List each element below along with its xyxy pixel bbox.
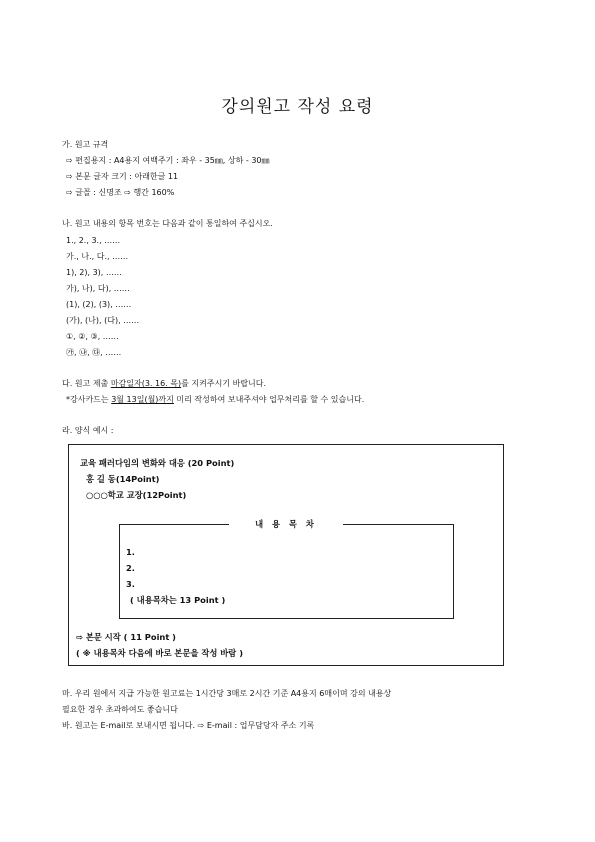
deadline-date: 마감일자(3. 16. 목) — [110, 379, 182, 388]
spec-font-size-line: ⇨ 본문 글자 크기 : 아래한글 11 — [66, 172, 179, 181]
numbering-example: (가), (나), (다), …… — [66, 316, 140, 325]
note-pre: *강사카드는 — [66, 395, 112, 404]
example-main-title: 교육 패러다임의 변화와 대응 (20 Point) — [80, 458, 235, 468]
note-date: 3월 13일(월)까지 — [111, 395, 174, 404]
note-post: 미리 작성하여 보내주셔야 업무처리를 할 수 있습니다. — [173, 395, 365, 404]
numbering-example: 1., 2., 3., …… — [66, 236, 121, 245]
toc-note: ( 내용목차는 13 Point ) — [130, 595, 226, 605]
deadline-pre: 다. 원고 제출 — [62, 379, 111, 388]
toc-item: 2. — [126, 563, 135, 573]
numbering-example: 가., 나., 다., …… — [66, 252, 129, 261]
section-ra-heading: 라. 양식 예시 : — [62, 426, 114, 435]
section-ba-line: 바. 원고는 E-mail로 보내시면 됩니다. ⇨ E-mail : 업무담당자 주소 기록 — [62, 721, 315, 730]
body-note-line: ( ※ 내용목차 다음에 바로 본문을 작성 바람 ) — [76, 648, 243, 658]
numbering-example: 가), 나), 다), …… — [66, 284, 130, 293]
toc-item: 3. — [126, 579, 135, 589]
page-title: 강의원고 작성 요령 — [221, 97, 374, 117]
spec-paper-line: ⇨ 편집용지 : A4용지 여백주기 : 좌우 - 35㎜, 상하 - 30㎜ — [66, 156, 270, 165]
section-da-heading — [62, 379, 266, 389]
numbering-example: ①, ②, ③, …… — [66, 332, 119, 341]
example-affiliation: ○○○학교 교장(12Point) — [86, 490, 187, 500]
section-ma-line2: 필요한 경우 초과하여도 좋습니다 — [62, 705, 178, 714]
numbering-example: (1), (2), (3), …… — [66, 300, 132, 309]
section-na-heading: 나. 원고 내용의 항목 번호는 다음과 같이 통일하여 주십시오. — [62, 219, 273, 228]
section-ga-heading: 가. 원고 규격 — [62, 140, 109, 149]
numbering-example: 1), 2), 3), …… — [66, 268, 122, 277]
body-start-line: ⇨ 본문 시작 ( 11 Point ) — [76, 632, 176, 642]
spec-font-line: ⇨ 글꼴 : 신명조 ⇨ 행간 160% — [66, 188, 175, 197]
toc-item: 1. — [126, 547, 135, 557]
instructor-card-note — [66, 395, 364, 405]
section-ma-line1: 마. 우리 원에서 지급 가능한 원고료는 1시간당 3매로 2시간 기준 A4용지 6매이며 강의 내용상 — [62, 689, 392, 698]
numbering-example: ㉮, ㉯, ㉰, …… — [66, 348, 122, 357]
example-name: 홍 길 동(14Point) — [86, 474, 160, 484]
deadline-post: 를 지켜주시기 바랍니다. — [181, 379, 267, 388]
toc-title: 내 용 목 차 — [255, 519, 317, 529]
